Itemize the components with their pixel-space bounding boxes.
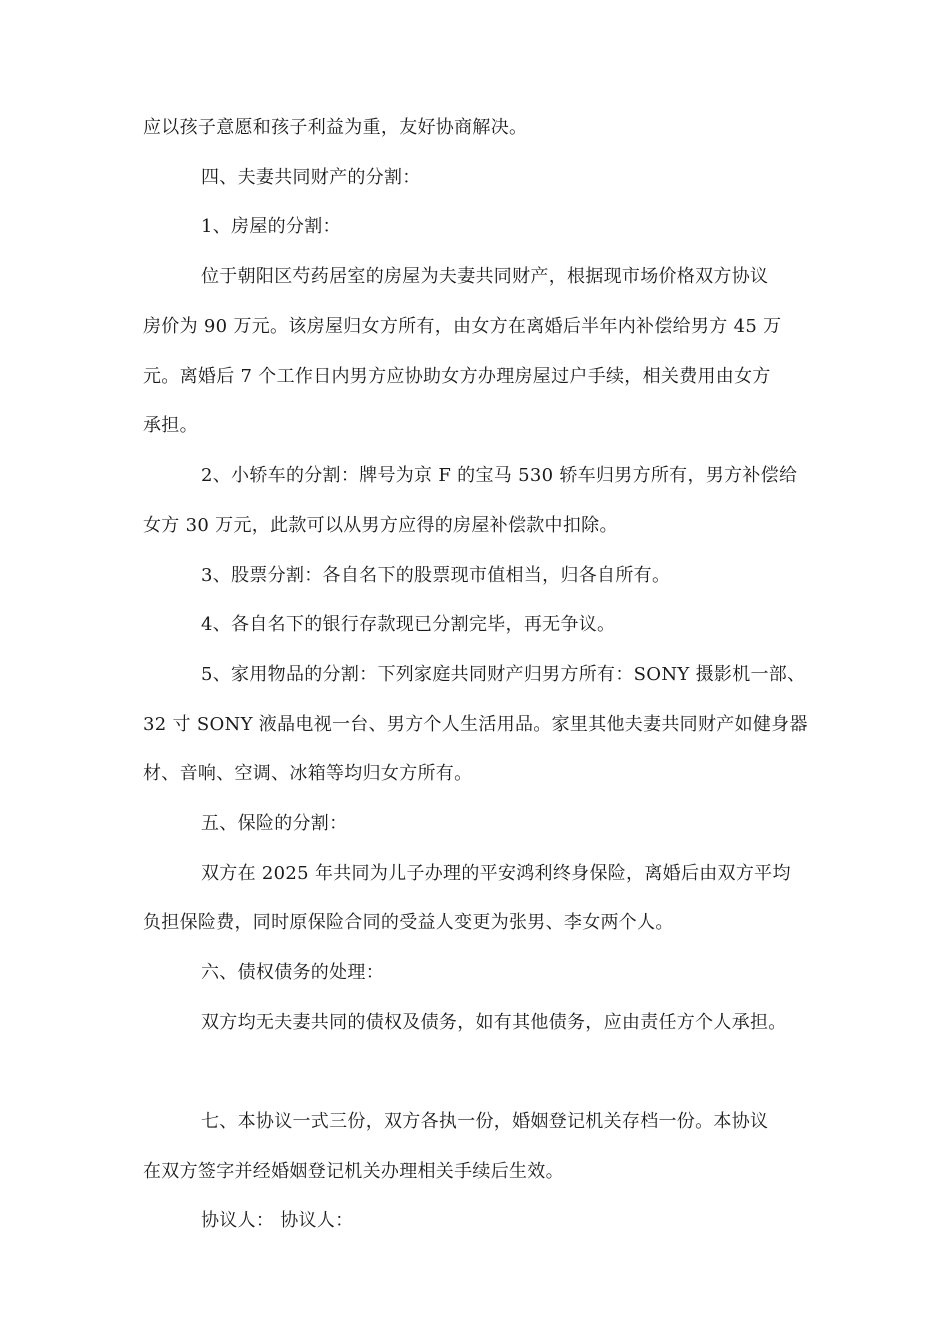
text-line: 元。离婚后 7 个工作日内男方应协助女方办理房屋过户手续，相关费用由女方 <box>143 366 771 387</box>
text-line: 材、音响、空调、冰箱等均归女方所有。 <box>143 763 473 784</box>
text-line: 4、各自名下的银行存款现已分割完毕，再无争议。 <box>201 614 616 635</box>
text-line: 房价为 90 万元。该房屋归女方所有，由女方在离婚后半年内补偿给男方 45 万 <box>143 316 782 337</box>
signature-line: 协议人： 协议人： <box>201 1210 354 1231</box>
text-line: 承担。 <box>143 415 198 436</box>
text-line: 双方均无夫妻共同的债权及债务，如有其他债务，应由责任方个人承担。 <box>201 1012 787 1033</box>
text-line: 负担保险费，同时原保险合同的受益人变更为张男、李女两个人。 <box>143 912 674 933</box>
text-line: 双方在 2025 年共同为儿子办理的平安鸿利终身保险，离婚后由双方平均 <box>201 863 791 884</box>
text-line: 3、股票分割：各自名下的股票现市值相当，归各自所有。 <box>201 565 671 586</box>
text-line: 在双方签字并经婚姻登记机关办理相关手续后生效。 <box>143 1161 564 1182</box>
text-line: 女方 30 万元，此款可以从男方应得的房屋补偿款中扣除。 <box>143 515 618 536</box>
text-line: 5、家用物品的分割：下列家庭共同财产归男方所有：SONY 摄影机一部、 <box>201 664 806 685</box>
text-line: 位于朝阳区芍药居室的房屋为夫妻共同财产，根据现市场价格双方协议 <box>201 266 769 287</box>
section-heading: 六、债权债务的处理： <box>201 962 384 983</box>
text-line: 2、小轿车的分割：牌号为京 F 的宝马 530 轿车归男方所有，男方补偿给 <box>201 465 798 486</box>
section-heading: 五、保险的分割： <box>201 813 348 834</box>
subsection-heading: 1、房屋的分割： <box>201 216 341 237</box>
text-line: 应以孩子意愿和孩子利益为重，友好协商解决。 <box>143 117 528 138</box>
text-line: 32 寸 SONY 液晶电视一台、男方个人生活用品。家里其他夫妻共同财产如健身器 <box>143 714 808 735</box>
section-heading: 四、夫妻共同财产的分割： <box>201 167 421 188</box>
text-line: 七、本协议一式三份，双方各执一份，婚姻登记机关存档一份。本协议 <box>201 1111 769 1132</box>
